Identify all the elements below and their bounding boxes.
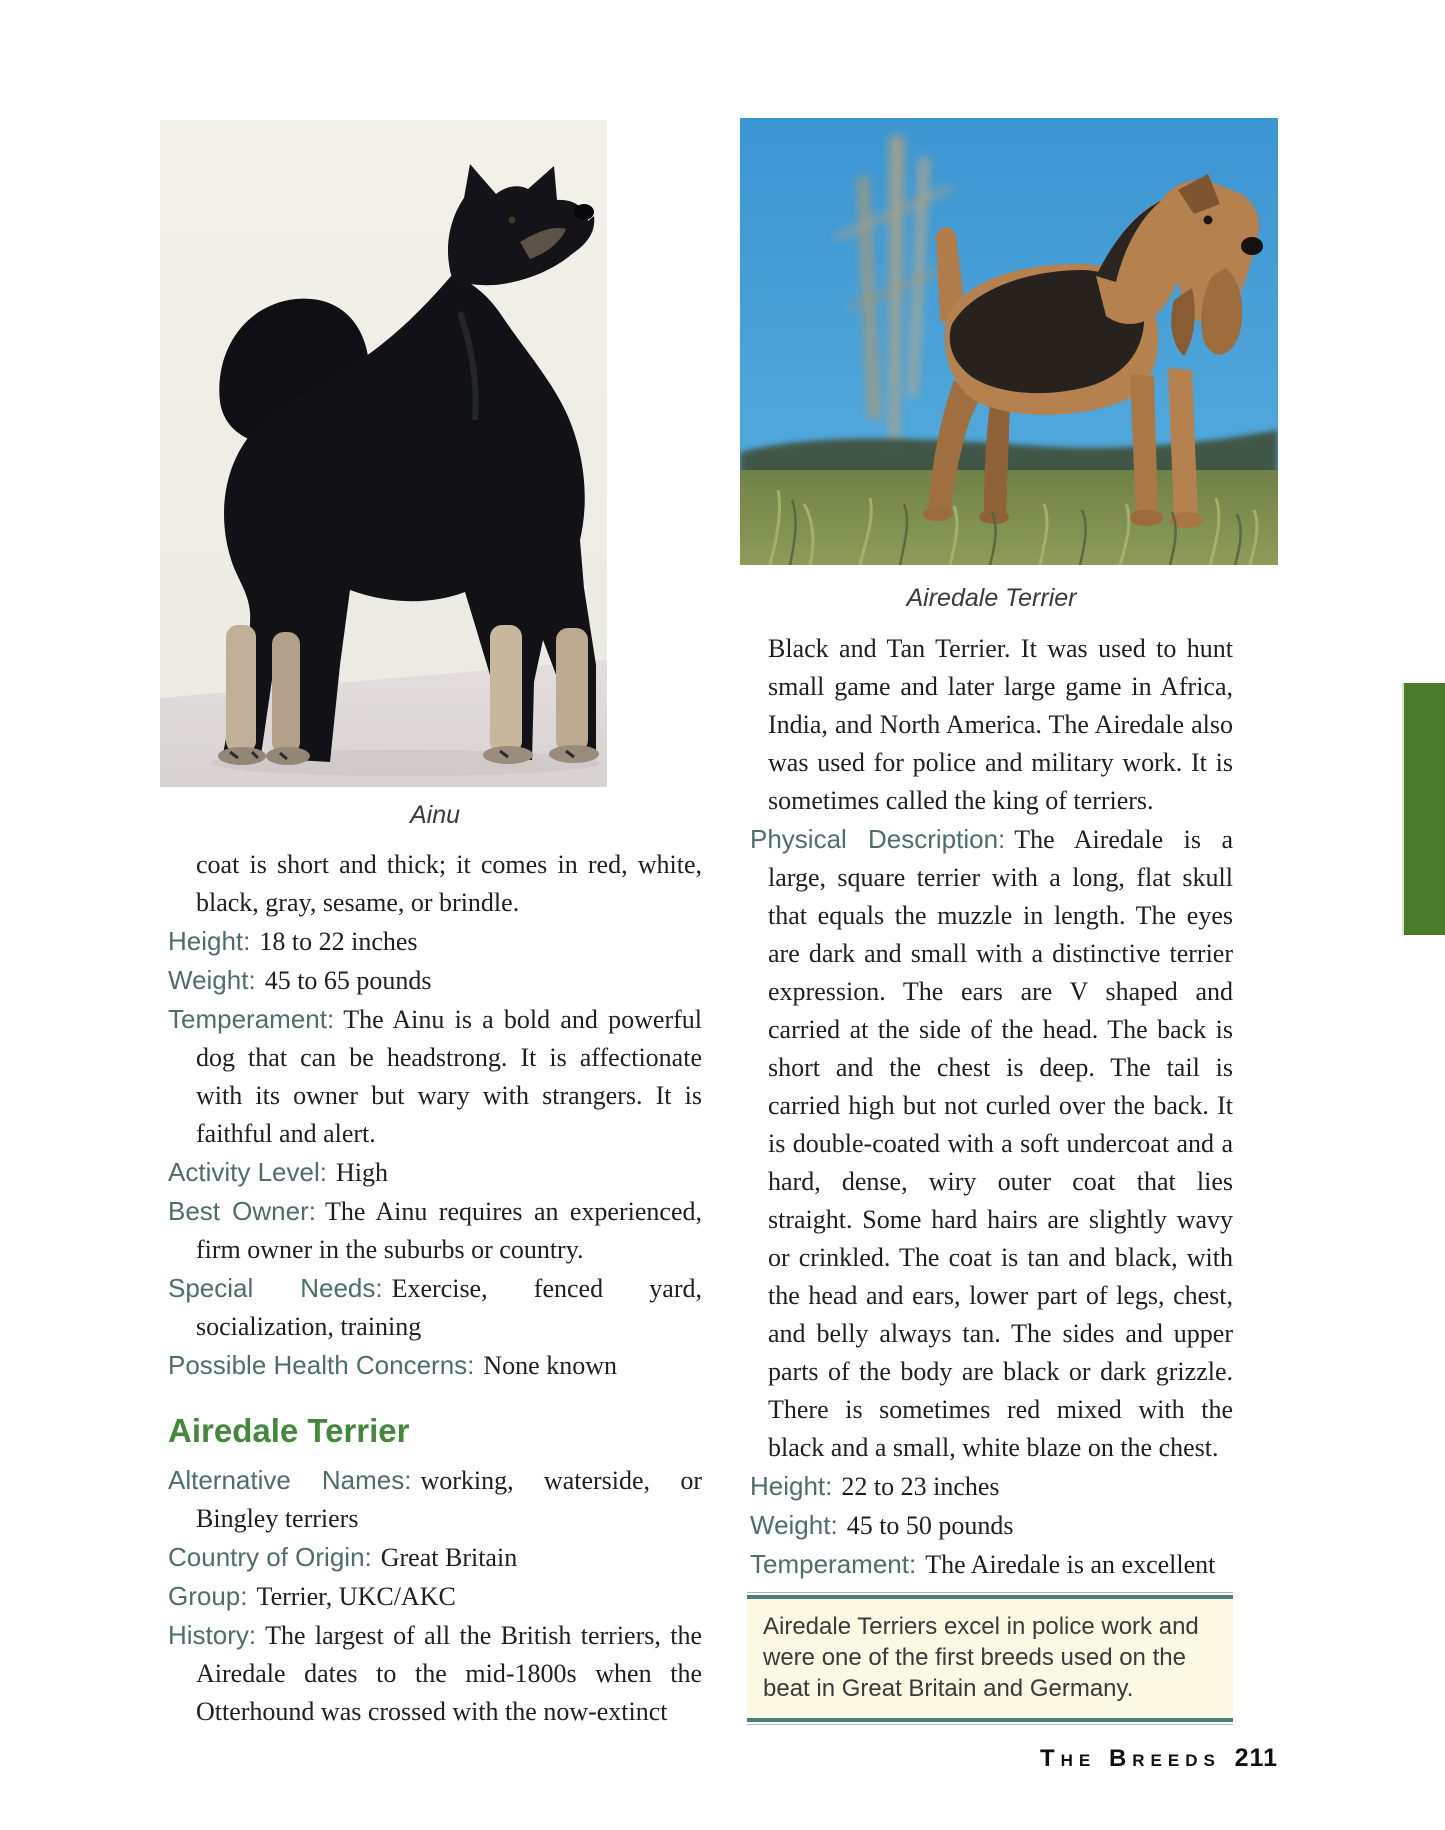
- page-number: 211: [1234, 1744, 1278, 1772]
- weight-label: Weight:: [750, 1510, 838, 1540]
- left-text-column: [168, 846, 702, 1731]
- height-label: Height:: [750, 1471, 833, 1501]
- group-value: Terrier, UKC/AKC: [256, 1582, 456, 1611]
- airedale-height-entry: [750, 1467, 1233, 1506]
- airedale-continuation-paragraph: Black and Tan Terrier. It was used to hunt small game and later large game in Africa, India, and North America. The Airedale also was used for police and military work. It is sometimes called the king of terriers.: [768, 634, 1233, 815]
- airedale-photo-caption: Airedale Terrier: [906, 584, 1077, 612]
- airedale-temperament-entry: [750, 1545, 1233, 1584]
- health-concerns-value: None known: [483, 1351, 617, 1380]
- best-owner-value: The Ainu requires an experienced, firm owner in the suburbs or country.: [196, 1197, 702, 1264]
- alternative-names-label: Alternative Names:: [168, 1465, 412, 1495]
- ainu-dog-illustration: [160, 120, 607, 787]
- sidebar-note-text: Airedale Terriers excel in police work and were one of the first breeds used on the beat in Great Britain and Germany.: [747, 1595, 1233, 1722]
- best-owner-label: Best Owner:: [168, 1196, 316, 1226]
- weight-value: 45 to 50 pounds: [846, 1511, 1014, 1540]
- physical-description-label: Physical Description:: [750, 824, 1006, 854]
- airedale-country-entry: [168, 1538, 702, 1577]
- health-concerns-label: Possible Health Concerns:: [168, 1350, 475, 1380]
- ainu-special-needs-entry: [168, 1269, 702, 1346]
- footer-section-title: The Breeds: [1040, 1745, 1221, 1772]
- ainu-height-entry: [168, 922, 702, 961]
- airedale-history-entry: [168, 1616, 702, 1731]
- airedale-dog-illustration: [740, 118, 1278, 565]
- airedale-breed-heading: Airedale Terrier: [168, 1412, 410, 1449]
- ainu-photo: [160, 120, 607, 787]
- activity-level-value: High: [335, 1158, 388, 1187]
- height-value: 22 to 23 inches: [841, 1472, 1000, 1501]
- airedale-physical-entry: [750, 820, 1233, 1467]
- weight-value: 45 to 65 pounds: [264, 966, 432, 995]
- temperament-value: The Ainu is a bold and powerful dog that can be headstrong. It is affectionate with its owner but wary with strangers. It is faithful and alert.: [196, 1005, 702, 1148]
- special-needs-label: Special Needs:: [168, 1273, 383, 1303]
- ainu-weight-entry: [168, 961, 702, 1000]
- group-label: Group:: [168, 1581, 248, 1611]
- ainu-continuation-paragraph: coat is short and thick; it comes in red, white, black, gray, sesame, or brindle.: [196, 850, 702, 917]
- ainu-best-owner-entry: [168, 1192, 702, 1269]
- right-text-column: [750, 630, 1233, 1584]
- temperament-value: The Airedale is an excellent: [925, 1550, 1216, 1579]
- temperament-label: Temperament:: [750, 1549, 917, 1579]
- ainu-photo-caption: Ainu: [409, 801, 461, 829]
- physical-description-value: The Airedale is a large, square terrier with a long, flat skull that equals the muzzle in length. The eyes are dark and small with a distinctive terrier expression. The ears are V shaped and carried at the side of the head. The back is short and the chest is deep. The tail is carried high but not curled over the back. It is double-coated with a soft undercoat and a hard, dense, wiry outer coat that lies straight. Some hard hairs are slightly wavy or crinkled. The coat is tan and black, with the head and ears, lower part of legs, chest, and belly always tan. The sides and upper parts of the body are black or dark grizzle. There is sometimes red mixed with the black and a small, white blaze on the chest.: [768, 825, 1233, 1462]
- height-value: 18 to 22 inches: [259, 927, 418, 956]
- history-label: History:: [168, 1620, 257, 1650]
- airedale-alt-names-entry: [168, 1461, 702, 1538]
- ainu-activity-entry: [168, 1153, 702, 1192]
- country-of-origin-value: Great Britain: [380, 1543, 518, 1572]
- country-of-origin-label: Country of Origin:: [168, 1542, 372, 1572]
- special-needs-value: Exercise, fenced yard, socialization, training: [196, 1274, 702, 1341]
- height-label: Height:: [168, 926, 251, 956]
- ainu-temperament-entry: [168, 1000, 702, 1153]
- airedale-group-entry: [168, 1577, 702, 1616]
- sidebar-note-box: [747, 1592, 1233, 1725]
- chapter-edge-tab: [1402, 683, 1445, 935]
- airedale-weight-entry: [750, 1506, 1233, 1545]
- airedale-photo: [740, 118, 1278, 565]
- page-footer: [1040, 1744, 1278, 1773]
- weight-label: Weight:: [168, 965, 256, 995]
- ainu-health-entry: [168, 1346, 702, 1385]
- history-value: The largest of all the British terriers, the Airedale dates to the mid-1800s when the Otterhound was crossed with the now-extinct: [196, 1621, 702, 1726]
- activity-level-label: Activity Level:: [168, 1157, 327, 1187]
- temperament-label: Temperament:: [168, 1004, 335, 1034]
- alternative-names-value: working, waterside, or Bingley terriers: [196, 1466, 702, 1533]
